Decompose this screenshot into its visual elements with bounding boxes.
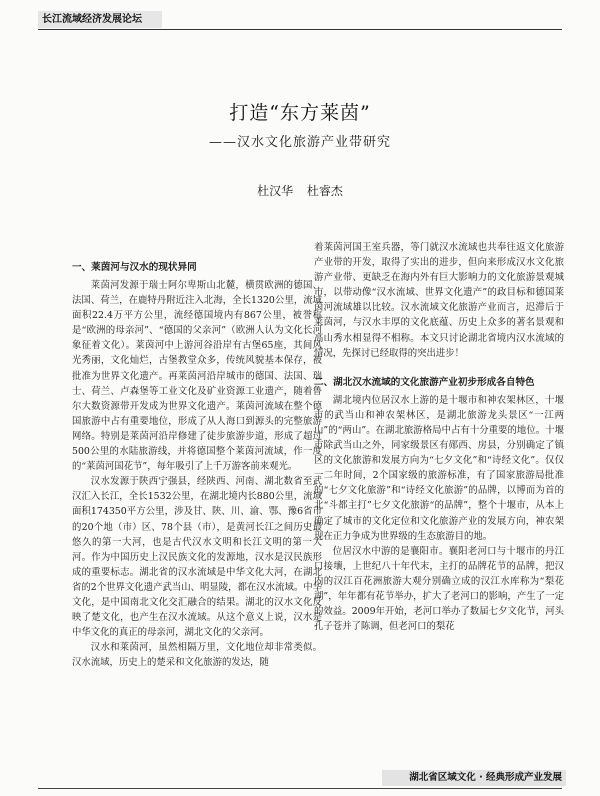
body-paragraph: 着莱茵河国王室兵器，等门就汉水流域也共奉往返文化旅游产业带的开发，取得了实出的进步，但向来形成汉水文化旅游产业带、更缺乏在海内外有巨大影响力的文化旅游景观城市，以带动像“汉水流域、世界文化遗产”的政目标和德国莱茵河流域雄以比较。汉水流域文化旅游产业而言，迟滞后于莱茵河，与汉水丰厚的文化底蕴、历史上众多的著名景观和高山秀水相显得不相称。本文只讨论湖北省境内汉水流域的情况，先探讨已经取得的突出进步！ <box>314 242 564 359</box>
author-name: 杜睿杰 <box>306 184 343 198</box>
right-column <box>314 240 564 634</box>
running-header: 长江流域经济发展论坛 <box>38 11 162 28</box>
body-paragraph: 位居汉水中游的是襄阳市。襄阳老河口与十堰市的丹江口接壤，上世纪八十年代末，主打的品牌花节的品牌，把汉内的汉江百花洲旅游大观分别确立成的汉江水库称为“梨花湖”，年年都有花节举办，扩大了老河口的影响，产生了一定的效益。2009年开始，老河口举办了数届七夕文化节，河头孔子苍并了陈调，但老河口的梨花 <box>314 545 564 633</box>
author-name: 杜汉华 <box>257 184 294 198</box>
header-rule <box>38 29 562 30</box>
body-paragraph: 湖北境内位居汉水上游的是十堰市和神农架林区，十堰市的武当山和神农架林区，是湖北旅游龙头景区“一江两山”的“两山”。在湖北旅游格局中占有十分重要的地位。十堰市除武当山之外，同家级景区有郧西、房县，分别确定了镇区的文化旅游和发展方向为“七夕文化”和“诗经文化”。仅仅一二年时间，2个国家级的旅游标准，有了国家旅游局批准的“七夕文化旅游”和“诗经文化旅游”的品牌，以博而为首的北“斗都主打”七夕文化旅游“的品牌”，整个十堰市，从本上确定了城市的文化定位和文化旅游产业的发展方向，神农架现在正力争成为世界级的生态旅游目的地。 <box>314 394 564 542</box>
article-subtitle: ——汉水文化旅游产业带研究 <box>208 135 391 150</box>
section-heading: 一、莱茵河与汉水的现状异同 <box>72 262 197 273</box>
running-footer: 湖北省区域文化 · 经典形成产业发展 <box>382 770 566 786</box>
body-paragraph: 莱茵河发源于瑞士阿尔卑斯山北麓，横贯欧洲的德国、法国、荷兰，在鹿特丹附近注入北海，全长1320公里，流域面积22.4万平方公里，流经德国境内有867公里，被誉称是“欧洲的母亲河”、“德国的父亲河”（欧洲人认为文化长河象征着文化）。莱茵河中上游河谷沿岸有古堡65座，其间风光秀丽，文化灿烂，古堡教堂众多，传统风貌基本保存，被批准为世界文化遗产。再莱茵河沿岸城市的德国、法国、瑞士、荷兰、卢森堡等工业文化及矿业资源工业遗产，随着鲁尔大数资源带开发成为世界文化遗产。莱茵河流域在整个德国旅游中占有重要地位，形成了从人海口到源头的完整旅游网络。特别是莱茵河沿岸修建了徒步旅游步道，形成了超过500公里的水陆旅游线，并将德国整个莱茵河流域，作一度的“莱茵河国花节”，每年吸引了上千万游客前来观光。 <box>72 280 322 473</box>
article-authors <box>0 182 600 199</box>
body-paragraph: 汉水和莱茵河，虽然相隔万里，文化地位却非常类似。汉水流域，历史上的楚采和文化旅游的发达，随 <box>72 642 322 669</box>
footer-rule <box>38 788 562 789</box>
body-paragraph: 汉水发源于陕西宁强县，经陕西、河南、湖北数省至武汉汇入长江，全长1532公里，在湖北境内长880公里，流域面积174350平方公里，涉及甘、陕、川、渝、鄂、豫6省市的20个地（市）区、78个县（市），是黄河长江之间历史最悠久的第一大河，也是古代汉水文明和长江文明的第一大河。作为中国历史上汉民族文化的发源地，汉水是汉民族形成的重要标志。湖北省的汉水流域是中华文化大河，在湖北省的2个世界文化遗产武当山、明显陵，都在汉水流域。中华文化，是中国南北文化交汇融合的结果。湖北的汉水文化反映了楚文化，也产生在汉水流域。从这个意义上说，汉水是中华文化的真正的母亲河，湖北文化的父亲河。 <box>72 476 322 639</box>
left-column <box>72 240 322 670</box>
section-heading: 二、湖北汉水流域的文化旅游产业初步形成各自特色 <box>314 376 535 388</box>
article-title: 打造“东方莱茵” <box>229 102 371 124</box>
